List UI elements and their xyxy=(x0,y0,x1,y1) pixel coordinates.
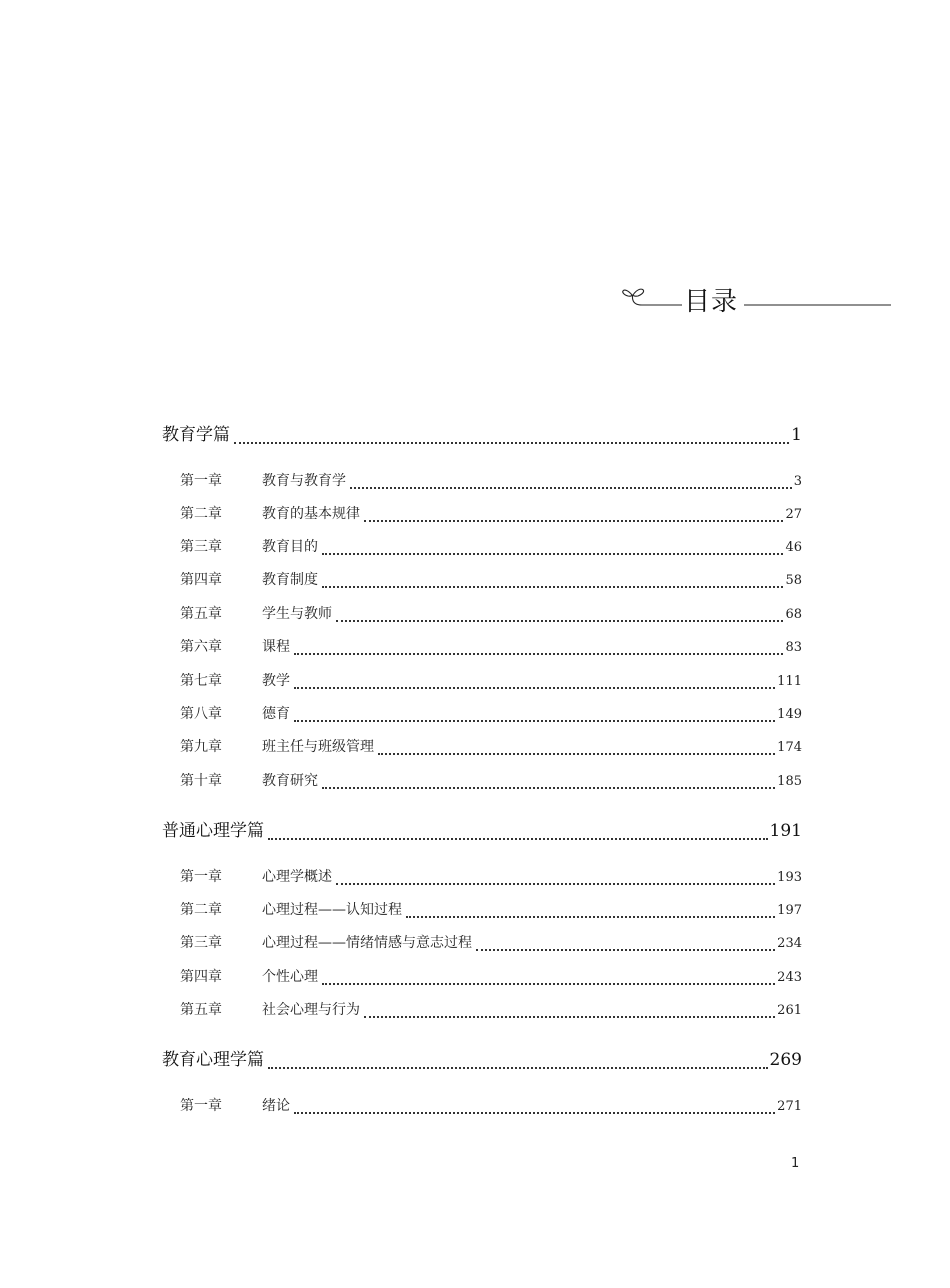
toc-chapter-item[interactable] xyxy=(162,866,802,889)
chapter-number: 第十章 xyxy=(180,773,222,789)
dot-leader xyxy=(294,687,775,689)
chapter-page: 243 xyxy=(777,970,802,985)
chapter-number: 第五章 xyxy=(180,606,222,622)
chapter-number: 第五章 xyxy=(180,1002,222,1018)
chapter-number: 第一章 xyxy=(180,473,222,489)
chapter-title: 教育制度 xyxy=(262,572,318,588)
toc-chapter-item[interactable] xyxy=(162,536,802,559)
toc-chapter-item[interactable] xyxy=(162,470,802,493)
chapter-number: 第四章 xyxy=(180,969,222,985)
toc-part-education[interactable] xyxy=(162,422,802,448)
chapter-title: 教学 xyxy=(262,673,290,689)
chapter-number: 第七章 xyxy=(180,673,222,689)
dot-leader xyxy=(322,586,783,588)
toc-chapter-item[interactable] xyxy=(162,703,802,726)
chapter-page: 185 xyxy=(777,774,802,789)
chapter-page: 83 xyxy=(785,640,802,655)
dot-leader xyxy=(322,553,783,555)
chapter-title: 教育研究 xyxy=(262,773,318,789)
chapter-title: 学生与教师 xyxy=(262,606,332,622)
chapter-number: 第一章 xyxy=(180,1098,222,1114)
chapter-page: 174 xyxy=(777,740,802,755)
toc-chapter-item[interactable] xyxy=(162,966,802,989)
chapter-page: 58 xyxy=(785,573,802,588)
dot-leader xyxy=(406,916,775,918)
chapter-page: 111 xyxy=(777,674,802,689)
chapter-number: 第三章 xyxy=(180,539,222,555)
toc-chapter-item[interactable] xyxy=(162,770,802,793)
part-page: 191 xyxy=(769,821,802,841)
dot-leader xyxy=(336,620,783,622)
chapter-page: 68 xyxy=(785,607,802,622)
chapter-page: 271 xyxy=(777,1099,802,1114)
toc-chapter-item[interactable] xyxy=(162,670,802,693)
part-page: 269 xyxy=(769,1050,802,1070)
toc-chapter-item[interactable] xyxy=(162,932,802,955)
toc-chapter-item[interactable] xyxy=(162,899,802,922)
chapter-title: 教育目的 xyxy=(262,539,318,555)
toc-title: 目录 xyxy=(684,287,739,317)
toc-chapter-item[interactable] xyxy=(162,569,802,592)
chapter-page: 149 xyxy=(777,707,802,722)
chapter-page: 197 xyxy=(777,903,802,918)
dot-leader xyxy=(476,949,775,951)
chapter-title: 教育的基本规律 xyxy=(262,506,360,522)
toc-chapter-item[interactable] xyxy=(162,736,802,759)
dot-leader xyxy=(268,838,768,840)
chapter-title: 课程 xyxy=(262,639,290,655)
toc-header xyxy=(620,283,895,323)
dot-leader xyxy=(234,442,789,444)
toc-part-general-psychology[interactable] xyxy=(162,818,802,844)
chapter-page: 234 xyxy=(777,936,802,951)
chapter-number: 第三章 xyxy=(180,935,222,951)
part-page: 1 xyxy=(791,425,802,445)
dot-leader xyxy=(336,883,775,885)
chapter-number: 第八章 xyxy=(180,706,222,722)
chapter-title: 个性心理 xyxy=(262,969,318,985)
chapter-title: 班主任与班级管理 xyxy=(262,739,374,755)
part-title: 普通心理学篇 xyxy=(162,821,264,841)
toc-chapter-item[interactable] xyxy=(162,603,802,626)
chapter-title: 心理学概述 xyxy=(262,869,332,885)
chapter-title: 心理过程——认知过程 xyxy=(262,902,402,918)
chapter-number: 第一章 xyxy=(180,869,222,885)
chapter-number: 第二章 xyxy=(180,902,222,918)
toc-chapter-item[interactable] xyxy=(162,636,802,659)
sprout-icon xyxy=(620,283,895,323)
dot-leader xyxy=(294,720,775,722)
dot-leader xyxy=(364,520,783,522)
toc-chapter-item[interactable] xyxy=(162,999,802,1022)
chapter-page: 3 xyxy=(793,474,802,489)
chapter-title: 德育 xyxy=(262,706,290,722)
chapter-title: 社会心理与行为 xyxy=(262,1002,360,1018)
chapter-page: 46 xyxy=(785,540,802,555)
dot-leader xyxy=(350,487,792,489)
chapter-page: 193 xyxy=(777,870,802,885)
chapter-page: 261 xyxy=(777,1003,802,1018)
chapter-page: 27 xyxy=(785,507,802,522)
chapter-title: 教育与教育学 xyxy=(262,473,346,489)
part-title: 教育心理学篇 xyxy=(162,1050,264,1070)
chapter-number: 第九章 xyxy=(180,739,222,755)
chapter-number: 第六章 xyxy=(180,639,222,655)
part-title: 教育学篇 xyxy=(162,425,230,445)
dot-leader xyxy=(322,787,775,789)
dot-leader xyxy=(268,1067,768,1069)
dot-leader xyxy=(364,1016,775,1018)
chapter-number: 第二章 xyxy=(180,506,222,522)
dot-leader xyxy=(378,753,775,755)
dot-leader xyxy=(322,983,775,985)
chapter-title: 绪论 xyxy=(262,1098,290,1114)
chapter-title: 心理过程——情绪情感与意志过程 xyxy=(262,935,472,951)
chapter-number: 第四章 xyxy=(180,572,222,588)
toc-chapter-item[interactable] xyxy=(162,503,802,526)
dot-leader xyxy=(294,653,783,655)
toc-chapter-item[interactable] xyxy=(162,1095,802,1118)
toc-part-educational-psychology[interactable] xyxy=(162,1047,802,1073)
dot-leader xyxy=(294,1112,775,1114)
page-number: 1 xyxy=(791,1156,800,1171)
